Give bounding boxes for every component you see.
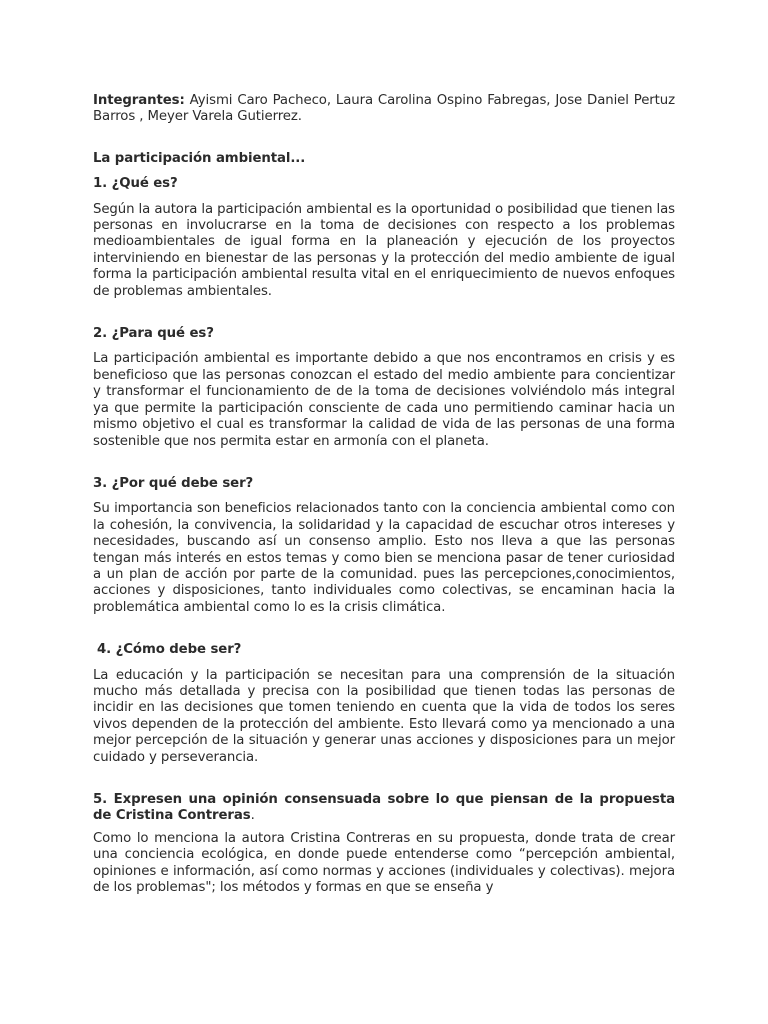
section-body: Como lo menciona la autora Cristina Contreras en su propuesta, donde trata de crear una conciencia ecológica, en donde puede entenderse como “percepción ambiental, opiniones e información, así como normas y acciones (individuales y colectivas). mejora de los problemas"; los métodos y formas en que se enseña y [93,830,675,896]
section-body: Según la autora la participación ambiental es la oportunidad o posibilidad que tienen las personas en involucrarse en la toma de decisiones con respecto a los problemas medioambientales de igual forma en la planeación y ejecución de los proyectos interviniendo en bienestar de las personas y la protección del medio ambiente de igual forma la participación ambiental resulta vital en el enriquecimiento de nuevos enfoques de problemas ambientales. [93,201,675,299]
section-body: La participación ambiental es importante debido a que nos encontramos en crisis y es beneficioso que las personas conozcan el estado del medio ambiente para concientizar y transformar el funcionamiento de de la toma de decisiones volviéndolo más integral ya que permite la participación consciente de cada uno permitiendo caminar hacia un mismo objetivo el cual es transformar la calidad de vida de las personas de una forma sostenible que nos permita estar en armonía con el planeta. [93,351,675,449]
section-body: Su importancia son beneficios relacionados tanto con la conciencia ambiental como con la cohesión, la convivencia, la solidaridad y la capacidad de escuchar otros intereses y necesidades, buscando así un consenso amplio. Esto nos lleva a que las personas tengan más interés en estos temas y como bien se menciona pasar de tener curiosidad a un plan de acción por parte de la comunidad. pues las percepciones,conocimientos, acciones y disposiciones, tanto individuales como colectivas, se encaminan hacia la problemática ambiental como lo es la crisis climática. [93,501,675,615]
section-title: 2. ¿Para qué es? [93,326,214,342]
section-title: 4. ¿Cómo debe ser? [97,642,242,658]
section-2 [93,326,675,450]
section-title: 1. ¿Qué es? [93,176,178,192]
members-names: Ayismi Caro Pacheco, Laura Carolina Ospino Fabregas, Jose Daniel Pertuz Barros , Meyer Varela Gutierrez. [93,93,675,125]
section-3 [93,476,675,616]
members-label: Integrantes: [93,93,185,108]
section-title: 3. ¿Por qué debe ser? [93,475,254,491]
section-title [93,792,675,825]
section-title-suffix: . [250,808,255,824]
section-4 [93,642,675,766]
section-1 [93,176,675,300]
document-subtitle: La participación ambiental... [93,150,306,166]
section-title-text: 5. Expresen una opinión consensuada sobre lo que piensan de la propuesta de Cristina Contreras [93,792,675,824]
section-body: La educación y la participación se necesitan para una comprensión de la situación mucho más detallada y precisa con la posibilidad que tienen todas las personas de incidir en las decisiones que tomen teniendo en cuenta que la vida de todos los seres vivos dependen de la protección del ambiente. Esto llevará como ya mencionado a una mejor percepción de la situación y generar unas acciones y disposiciones para un mejor cuidado y perseverancia. [93,667,675,765]
section-5 [93,792,675,896]
document-page [93,93,675,922]
members-paragraph [93,93,675,126]
